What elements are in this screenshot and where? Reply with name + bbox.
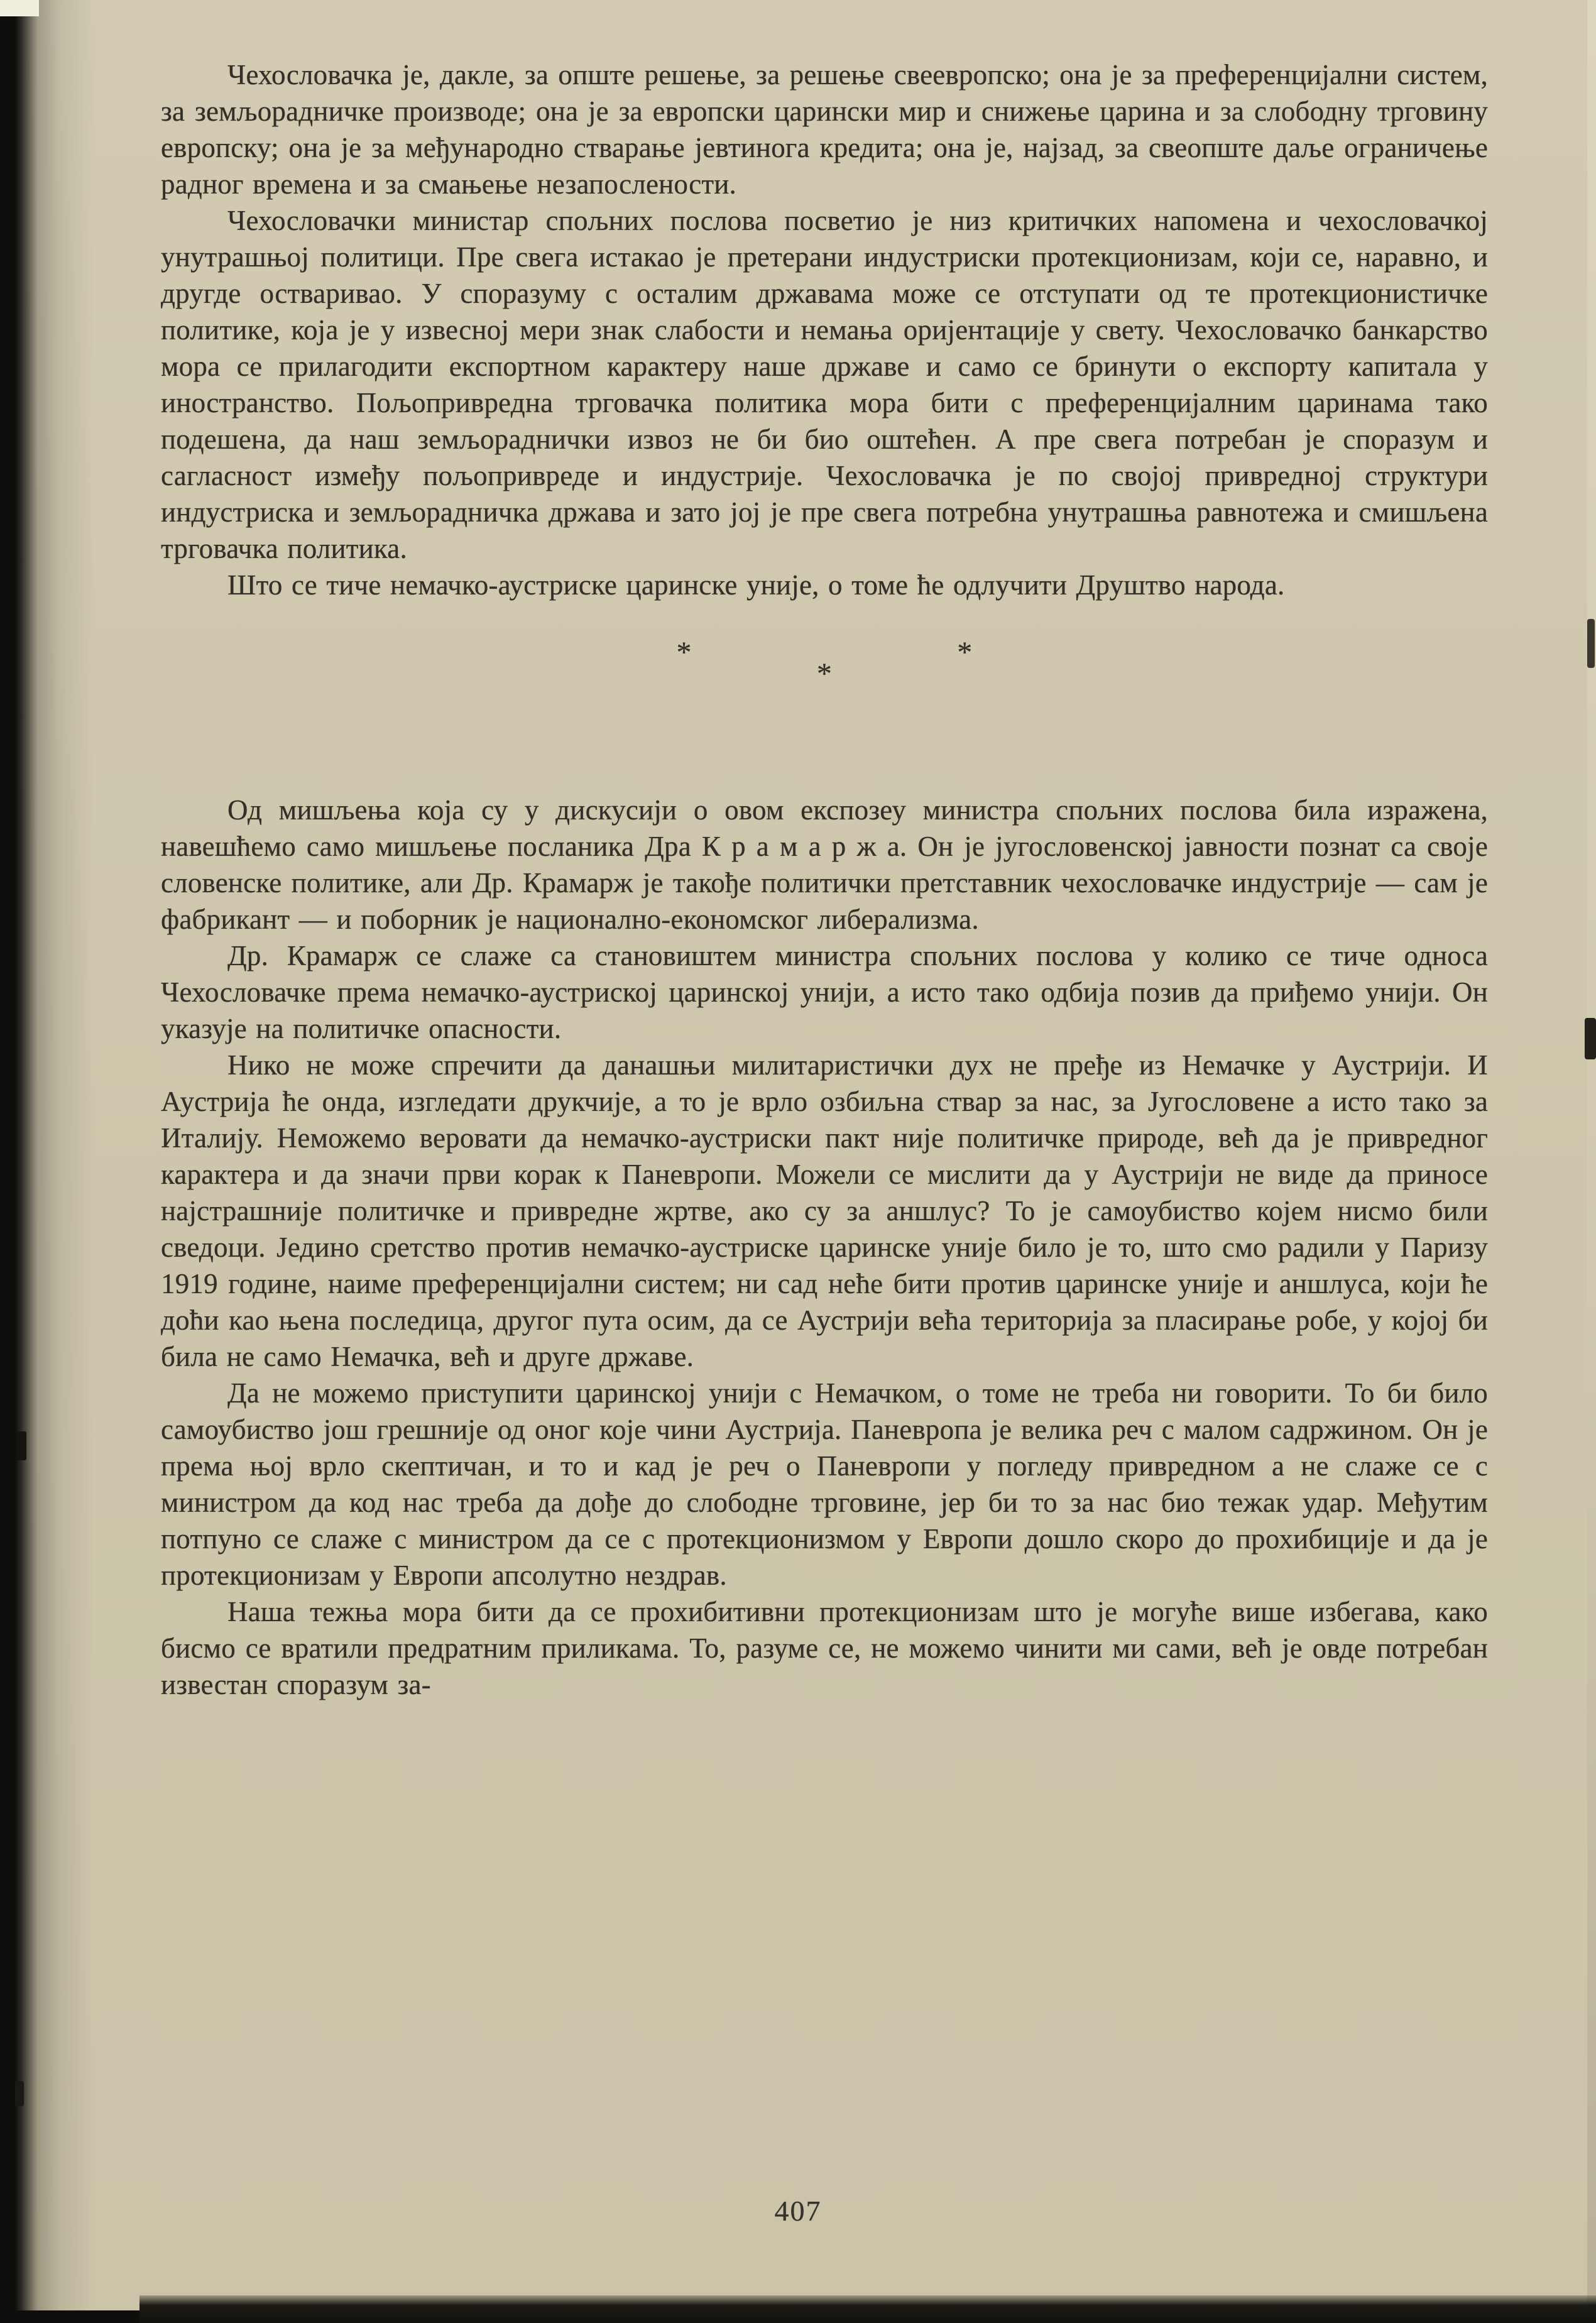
section-separator xyxy=(161,635,1488,697)
paragraph-1: Чехословачка је, дакле, за опште решење, за решење свеевропско; она је за преференцијални систем, за земљорадничке производе; она је за европски царински мир и снижење царина и за слободну трговину европску; она је за међународно стварање јевтинога кредита; она је, најзад, за свеопште даље ограничење радног времена и за смањење незапослености. xyxy=(161,59,1488,200)
page-edge-mark xyxy=(16,1431,26,1460)
paragraph-2: Чехословачки министар спољних послова посветио је низ критичких напомена и чехословачкој унутрашњој политици. Пре свега истакао је претерани индустриски протекционизам, који се, наравно, и другде остваривао. У споразуму с осталим државама може се отступати од те протекционистичке политике, која је у извесној мери знак слабости и немања оријентације у свету. Чехословачко банкарство мора се прилагодити експортном карактеру наше државе и само се бринути о експорту капитала у иностранство. Пољопривредна трговачка политика мора бити с преференцијалним царинама тако подешена, да наш земљораднички извоз не би био оштећен. А пре свега потребан је споразум и сагласност између пољопривреде и индустрије. Чехословачка је по својој привредној структури индустриска и земљорадничка држава и зато јој је пре свега потребна унутрашња равнотежа и смишљена трговачка политика. xyxy=(161,205,1488,564)
page-bottom-shadow-left xyxy=(0,2310,139,2323)
paragraph-5: Др. Крамарж се слаже са становиштем министра спољних послова у колико се тиче односа Чехословачке према немачко-аустриској царинској унији, а исто тако одбија позив да приђемо унији. Он указује на политичке опасности. xyxy=(161,940,1488,1044)
asterisk-mark: * xyxy=(957,636,973,669)
paragraph-8: Наша тежња мора бити да се прохибитивни протекционизам што је могуће више избегава, како бисмо се вратили предратним приликама. То, разуме се, не можемо чинити ми сами, већ је овде потребан известан споразум за- xyxy=(161,1596,1488,1700)
page-corner-highlight xyxy=(0,0,39,16)
paragraph-6: Нико не може спречити да данашњи милитаристички дух не пређе из Немачке у Аустрији. И Аустрија ће онда, изгледати друкчије, а то је врло озбиљна ствар за нас, за Југословене а исто тако за Италију. Неможемо веровати да немачко-аустриски пакт није политичке природе, већ да је привредног карактера и да значи први корак к Паневропи. Можели се мислити да у Аустрији не виде да приносе најстрашније политичке и привредне жртве, ако су за аншлус? То је самоубиство којем нисмо били сведоци. Једино сретство против немачко-аустриске царинске уније било је то, што смо радили у Паризу 1919 године, наиме преференцијални систем; ни сад неће бити против царинске уније и аншлуса, који ће доћи као њена последица, другог пута осим, да се Аустрији већа територија за пласирање робе, у којој би била не само Немачка, већ и друге државе. xyxy=(161,1049,1488,1372)
asterisk-mark: * xyxy=(676,636,692,669)
page-edge-mark xyxy=(1585,1018,1596,1059)
page-edge-mark xyxy=(1587,619,1595,668)
page-bottom-shadow xyxy=(139,2295,1596,2323)
page-edge-mark xyxy=(15,2081,24,2106)
text-block xyxy=(161,57,1488,1703)
book-binding-shadow xyxy=(0,0,94,2323)
page-right-edge xyxy=(1587,0,1596,2323)
paragraph-3: Што се тиче немачко-аустриске царинске уније, о томе ће одлучити Друштво народа. xyxy=(227,569,1285,601)
page-number: 407 xyxy=(774,2195,822,2227)
paragraph-4: Од мишљења која су у дискусији о овом експозеу министра спољних послова била изражена, навешћемо само мишљење посланика Дра К р а м а р ж а. Он је југословенској јавности познат са своје словенске политике, али Др. Крамарж је такође политички претставник чехословачке индустрије — сам је фабрикант — и поборник је национално-економског либерализма. xyxy=(161,794,1488,935)
asterisk-mark: * xyxy=(816,657,833,691)
paragraph-7: Да не можемо приступити царинској унији с Немачком, о томе не треба ни говорити. То би било самоубиство још грешније од оног које чини Аустрија. Паневропа је велика реч с малом садржином. Он је према њој врло скептичан, и то и кад је реч о Паневропи у погледу привредном а не слаже се с министром да код нас треба да дође до слободне трговине, јер би то за нас био тежак удар. Међутим потпуно се слаже с министром да се с протекционизмом у Европи дошло скоро до прохибиције и да је протекционизам у Европи апсолутно нездрав. xyxy=(161,1377,1488,1591)
